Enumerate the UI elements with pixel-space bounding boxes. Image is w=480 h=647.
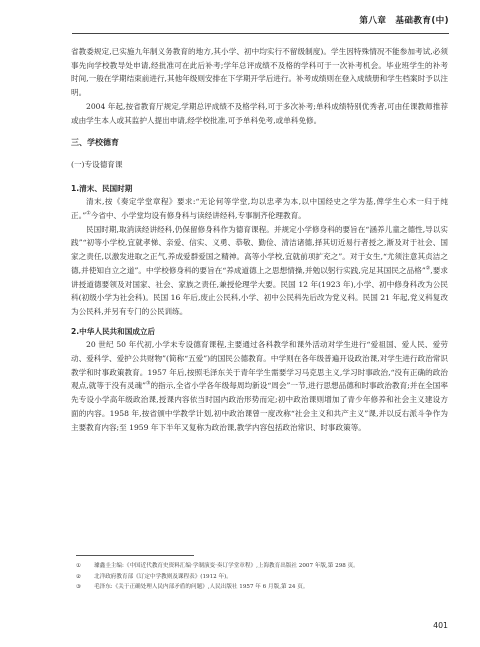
footnote-mark: ① [76,563,82,569]
paragraph-minguo [71,223,448,319]
footnote-ref-1[interactable]: ① [86,210,91,217]
paragraph-exam-rules: 省教委规定,已实施九年制义务教育的地方,其小学、初中均实行不留级制度)。学生因特殊情况不能参加考试,必须事先向学校教导处申请,经批准可在此后补考;学年总评成绩不及格的学科可于一次补考机会。毕业班学生的补考时间,一般在学期结束前进行,其他年级则安排在下学期开学后进行。补考成绩则在登入成绩册和学生档案时予以注明。 [71,47,448,98]
period-heading-qingmo: 1.清末、民国时期 [71,183,133,193]
paragraph-qingmo [71,195,448,222]
running-header: 第八章 基础教育(中) [359,16,449,26]
footnote-item [76,582,448,593]
minguo-text-b: ,要求讲授道德要领及对国家、社会、家族之责任,兼授伦理学大要。民国 12 年(1923 年),小学、初中修身科改为公民科(初级小学为社会科)。民国 16 年后,废止公民科,小学、初中公民科先后改为党义科。民国 21 年起,党义科复改为公民科,并另有专门的公民训练。 [71,265,449,316]
footnote-item [76,572,448,583]
footnote-text: 毛泽东:《关于正确处理人民内部矛盾的问题》,人民出版社 1957 年 6 月版,第 24 页。 [94,584,309,590]
footnote-text: 璩鑫圭主编:《中国近代教育史资料汇编·学制演变·奏订学堂章程》,上海教育出版社 2007 年版,第 298 页。 [94,563,359,569]
footnote-mark: ② [76,573,82,580]
qingmo-tail: 今省中、小学堂均设有修身科与读经讲经科,专事制齐伦理教育。 [90,211,306,221]
subsection-heading: (一)专设德育课 [71,159,123,169]
prc-text-a: 20 世纪 50 年代初,小学未专设德育课程,主要通过各科教学和课外活动对学生进行“爱祖国、爱人民、爱劳动、爱科学、爱护公共财物”(简称“五爱”)的国民公德教育。中学则在各年级普遍开设政治课,对学生进行政治常识教学和时事政策教育。1957 年后,按照毛泽东关于青年学生需要学习马克思主义,学习时事政治,“没有正确的政治观点,就等于没有灵魂” [71,340,448,391]
footnotes [76,561,448,593]
period-heading-prc: 2.中华人民共和国成立后 [71,326,156,336]
footnote-mark: ③ [76,584,82,590]
page-number: 401 [433,621,448,630]
main-content [71,45,448,434]
footnote-item [76,561,448,572]
footnote-ref-2[interactable]: ② [425,265,431,272]
footnote-ref-3[interactable]: ③ [145,380,151,387]
paragraph-2004-rules: 2004 年起,按省教育厅规定,学期总评成绩不及格学科,可于多次补考;单科成绩特别优秀者,可由任课教师推荐或由学生本人或其监护人提出申请,经学校批准,可予单科免考,或单科免修。 [71,101,448,125]
footnote-rule [76,555,194,556]
minguo-text-a: 民国时期,取消读经讲经科,仍保留修身科作为德育课程。并规定小学修身科的要旨在“涵养儿童之德性,导以实践”“初等小学校,宜就孝悌、亲爱、信实、义勇、恭敬、勤俭、清洁诸德,择其切近易行者授之,渐及对于社会、国家之责任,以激发进取之正气,养成爱群爱国之精神。高等小学校,宜就前项扩充之”。对于女生,“尤须注意其贞洁之德,并使知自立之道”。中学校修身科的要旨在“养成道德上之思想情操,并勉以躬行实践,完足其国民之品格” [71,224,448,275]
section-heading: 三、学校德育 [71,138,119,148]
qingmo-lead: 清末,按《奏定学堂章程》要求:“无论何等学堂,均以忠孝为本,以中国经史之学为基,俾学生心术一归于纯正。” [71,197,448,221]
header-rule [72,33,449,34]
prc-text-b: 的指示,全省小学各年级每周均新设“周会”一节,进行思想品德和时事政治教育;并在全国率先专设小学高年级政治课,授课内容依当时国内政治形势而定;初中政治课则增加了青少年修养和社会主义建设方面的内容。1958 年,按省颁中学教学计划,初中政治课曾一度改称“社会主义和共产主义”课,并以反右派斗争作为主要教育内容;至 1959 年下半年又复称为政治课,教学内容包括政治常识、时事政策等。 [71,381,448,432]
footnote-text: 北洋政府教育部《订定中学教则及课程表》(1912 年)。 [94,573,232,580]
paragraph-prc [71,338,448,434]
